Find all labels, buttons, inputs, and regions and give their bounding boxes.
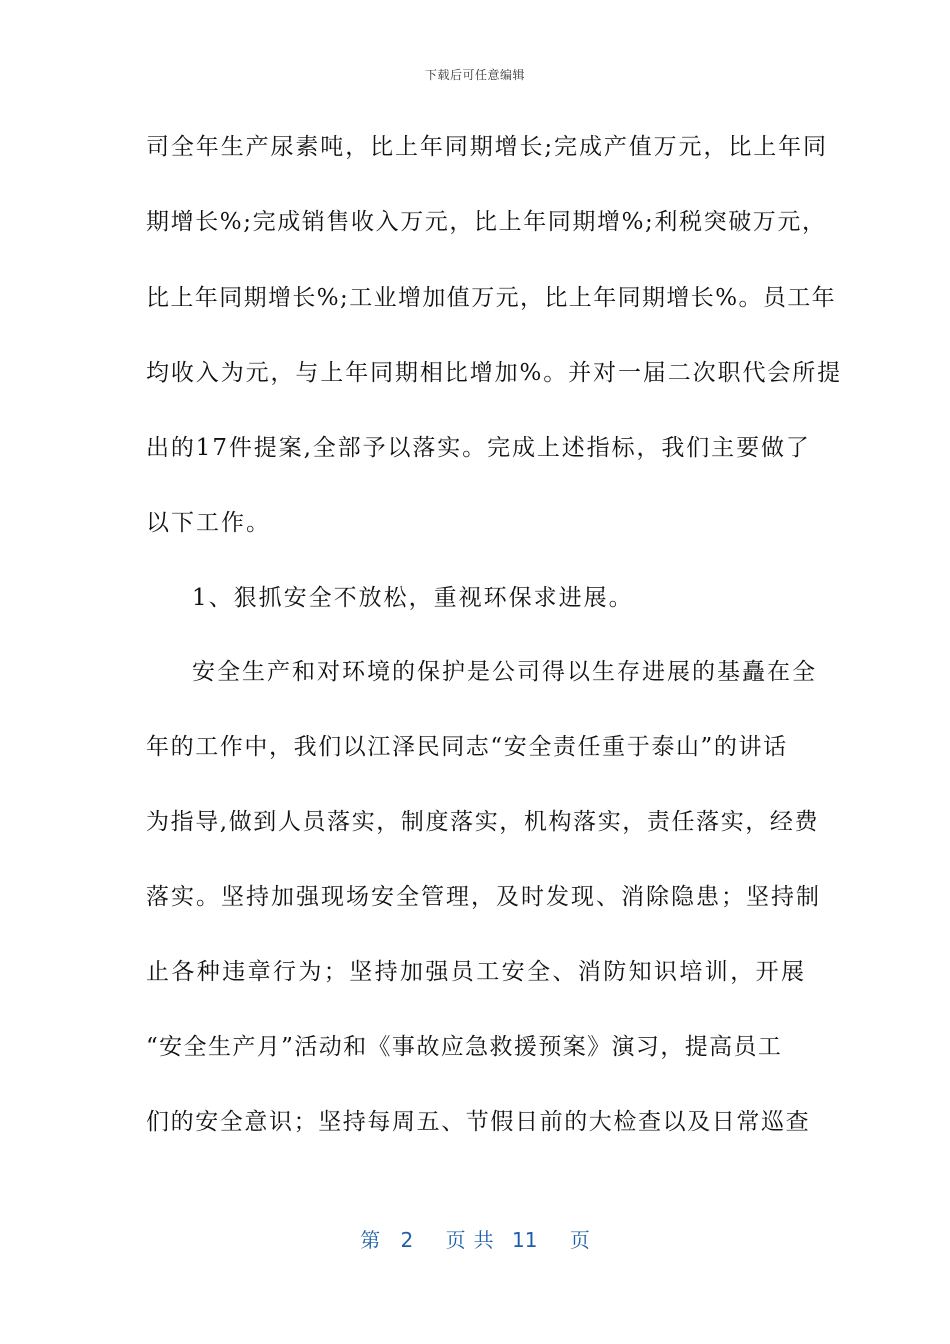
footer-prefix: 第 [360, 1228, 381, 1252]
footer-middle: 页共 [445, 1228, 502, 1252]
paragraph-line: 出的17件提案,全部予以落实。完成上述指标，我们主要做了 [146, 435, 811, 461]
page-footer [0, 1224, 950, 1253]
paragraph-line: 期增长%;完成销售收入万元，比上年同期增%;利税突破万元， [146, 209, 827, 235]
page-header: 下载后可任意编辑 [424, 68, 525, 82]
paragraph-line: 们的安全意识；坚持每周五、节假日前的大检查以及日常巡查 [146, 1109, 811, 1135]
paragraph-line: 司全年生产尿素吨，比上年同期增长;完成产值万元，比上年同 [146, 134, 828, 160]
paragraph-line: 均收入为元，与上年同期相比增加%。并对一届二次职代会所提 [146, 360, 843, 386]
paragraph-line: 比上年同期增长%;工业增加值万元，比上年同期增长%。员工年 [146, 285, 837, 311]
paragraph-line: 为指导,做到人员落实，制度落实，机构落实，责任落实，经费 [146, 809, 820, 835]
section-heading: 1、狠抓安全不放松，重视环保求进展。 [192, 585, 634, 611]
paragraph-line: “安全生产月”活动和《事故应急救援预案》演习，提高员工 [146, 1034, 783, 1060]
paragraph-line: 止各种违章行为；坚持加强员工安全、消防知识培训，开展 [146, 959, 807, 985]
current-page-number: 2 [400, 1228, 414, 1252]
total-pages-number: 11 [512, 1228, 538, 1252]
paragraph-line: 落实。坚持加强现场安全管理，及时发现、消除隐患；坚持制 [146, 884, 821, 910]
paragraph-line: 以下工作。 [146, 510, 271, 536]
paragraph-line: 安全生产和对环境的保护是公司得以生存进展的基矗在全 [192, 659, 817, 685]
paragraph-line: 年的工作中，我们以江泽民同志“安全责任重于泰山”的讲话 [146, 734, 788, 760]
footer-suffix: 页 [569, 1228, 590, 1252]
